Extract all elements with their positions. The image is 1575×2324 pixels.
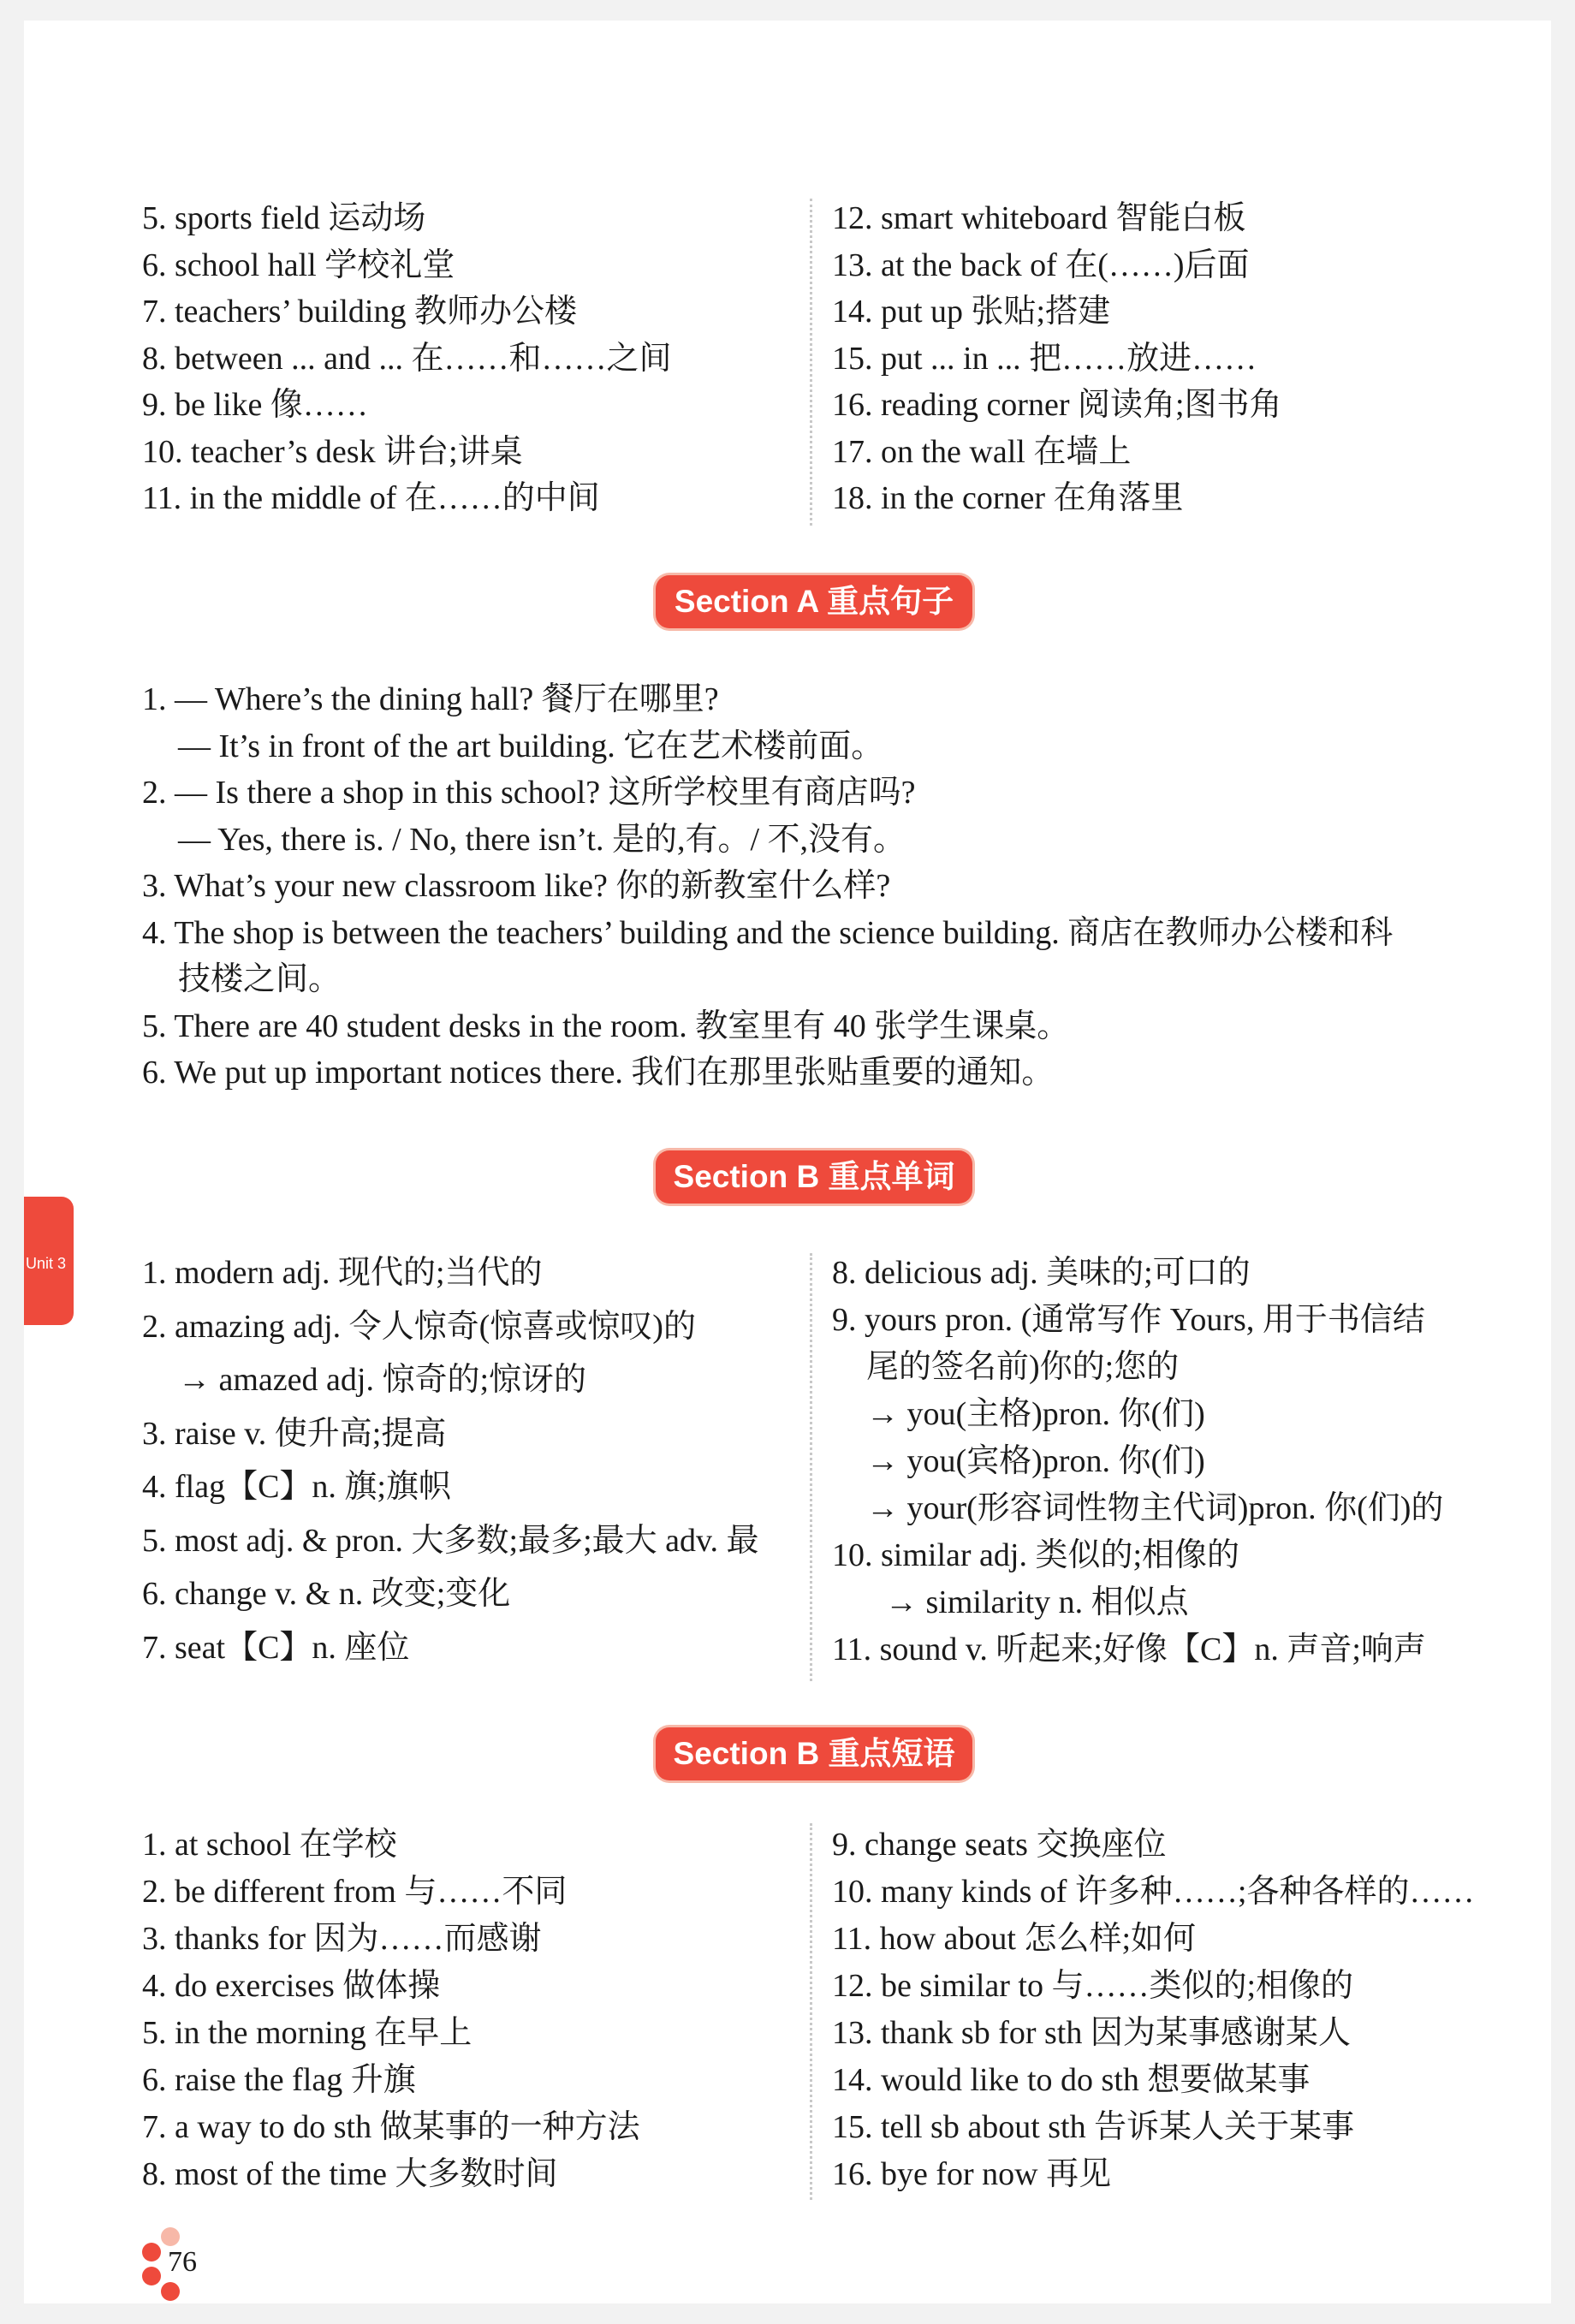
list-item: → amazed adj. 惊奇的;惊讶的 [178,1362,587,1398]
list-item: 9. change seats 交换座位 [832,1827,1167,1863]
list-item: 8. most of the time 大多数时间 [142,2156,558,2192]
list-item: 1. at school 在学校 [142,1827,397,1863]
list-item: 10. teacher’s desk 讲台;讲桌 [142,433,523,470]
list-item: 2. amazing adj. 令人惊奇(惊喜或惊叹)的 [142,1308,696,1345]
list-item: 13. at the back of 在(……)后面 [832,247,1250,283]
list-item: 技楼之间。 [178,961,342,997]
list-item: 4. flag【C】n. 旗;旗帜 [142,1469,451,1505]
list-item: 10. many kinds of 许多种……;各种各样的…… [832,1874,1475,1910]
list-item: 3. raise v. 使升高;提高 [142,1415,447,1452]
list-item: 7. a way to do sth 做某事的一种方法 [142,2109,640,2145]
column-divider [810,199,812,526]
list-item: 11. how about 怎么样;如何 [832,1921,1197,1957]
list-item: 11. sound v. 听起来;好像【C】n. 声音;响声 [832,1632,1426,1667]
list-item: 8. delicious adj. 美味的;可口的 [832,1255,1251,1291]
page-number: 76 [168,2246,197,2278]
list-item: 7. seat【C】n. 座位 [142,1629,410,1666]
decor-dot [161,2282,180,2301]
section-a-sentences-title: Section A 重点句子 [656,575,972,628]
list-item: 18. in the corner 在角落里 [832,480,1184,516]
unit-tab-label: Unit 3 [26,1255,67,1272]
list-item: 1. modern adj. 现代的;当代的 [142,1255,543,1291]
list-item: → you(主格)pron. 你(们) [866,1396,1205,1432]
list-item: 17. on the wall 在墙上 [832,433,1132,470]
decor-dot [161,2227,180,2246]
list-item: 6. school hall 学校礼堂 [142,247,455,283]
list-item: — Yes, there is. / No, there isn’t. 是的,有。/ 不,没有。 [178,821,906,858]
list-item: 3. What’s your new classroom like? 你的新教室什么样? [142,868,891,904]
list-item: → similarity n. 相似点 [885,1584,1189,1620]
decor-dot [142,2267,161,2285]
column-divider [810,1823,812,2200]
list-item: 5. in the morning 在早上 [142,2015,472,2051]
list-item: 6. raise the flag 升旗 [142,2062,416,2098]
list-item: 尾的签名前)你的;您的 [866,1349,1180,1385]
unit-side-tab [24,1197,74,1325]
list-item: 3. thanks for 因为……而感谢 [142,1921,542,1957]
list-item: 2. be different from 与……不同 [142,1874,568,1910]
list-item: 15. put ... in ... 把……放进…… [832,340,1257,377]
decor-dot [142,2243,161,2262]
list-item: 8. between ... and ... 在……和……之间 [142,340,672,377]
list-item: 14. put up 张贴;搭建 [832,294,1111,330]
list-item: 10. similar adj. 类似的;相像的 [832,1537,1240,1573]
list-item: 9. yours pron. (通常写作 Yours, 用于书信结 [832,1302,1425,1338]
list-item: — It’s in front of the art building. 它在艺术楼前面。 [178,728,884,764]
list-item: 12. smart whiteboard 智能白板 [832,200,1246,236]
list-item: 4. The shop is between the teachers’ building and the science building. 商店在教师办公楼和科 [142,914,1394,951]
list-item: → your(形容词性物主代词)pron. 你(们)的 [866,1490,1444,1526]
list-item: 1. — Where’s the dining hall? 餐厅在哪里? [142,681,719,717]
list-item: 4. do exercises 做体操 [142,1968,441,2004]
list-item: 15. tell sb about sth 告诉某人关于某事 [832,2109,1355,2145]
list-item: 6. We put up important notices there. 我们在那里张贴重要的通知。 [142,1055,1055,1091]
list-item: 16. bye for now 再见 [832,2156,1112,2192]
list-item: 14. would like to do sth 想要做某事 [832,2062,1311,2098]
list-item: 2. — Is there a shop in this school? 这所学校里有商店吗? [142,775,916,811]
section-b-words-title: Section B 重点单词 [656,1150,972,1204]
section-b-phrases-title: Section B 重点短语 [656,1727,972,1780]
list-item: 16. reading corner 阅读角;图书角 [832,387,1282,423]
list-item: 5. sports field 运动场 [142,200,426,236]
list-item: → you(宾格)pron. 你(们) [866,1443,1205,1479]
list-item: 6. change v. & n. 改变;变化 [142,1576,511,1612]
list-item: 12. be similar to 与……类似的;相像的 [832,1968,1354,2004]
list-item: 7. teachers’ building 教师办公楼 [142,294,577,330]
list-item: 13. thank sb for sth 因为某事感谢某人 [832,2015,1351,2051]
list-item: 5. There are 40 student desks in the room. 教室里有 40 张学生课桌。 [142,1007,1070,1044]
list-item: 9. be like 像…… [142,387,368,423]
column-divider [810,1253,812,1681]
list-item: 5. most adj. & pron. 大多数;最多;最大 adv. 最 [142,1522,759,1559]
list-item: 11. in the middle of 在……的中间 [142,480,600,516]
